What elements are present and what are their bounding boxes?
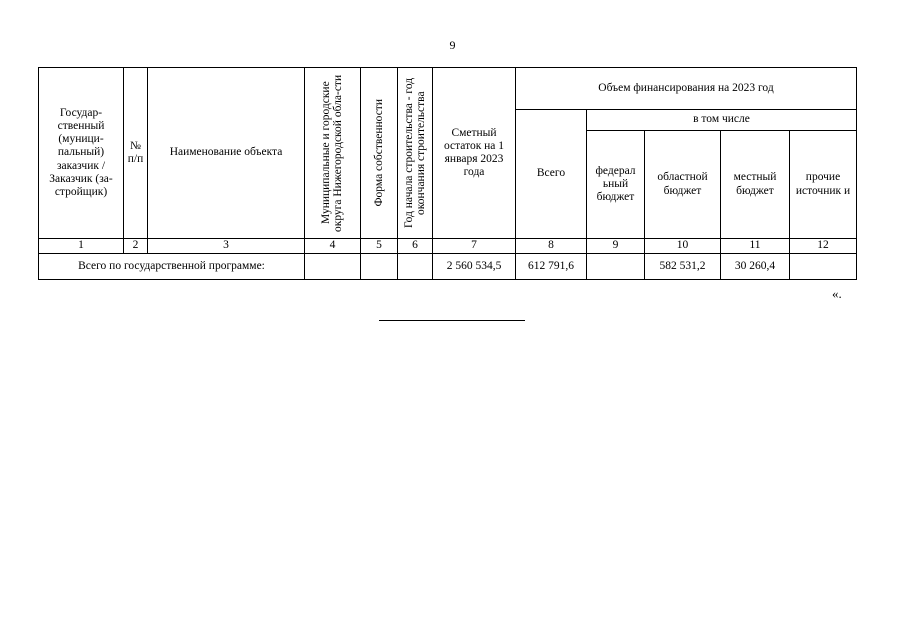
column-number: 11 xyxy=(721,239,790,254)
total-row-local: 30 260,4 xyxy=(721,254,790,280)
header-customer: Государ-ственный (муници-пальный) заказчик / Заказчик (за-стройщик) xyxy=(39,68,124,239)
financing-table xyxy=(38,67,857,280)
column-number: 9 xyxy=(587,239,645,254)
total-row-other xyxy=(790,254,857,280)
total-row-total: 612 791,6 xyxy=(516,254,587,280)
total-row-estimate-rest: 2 560 534,5 xyxy=(433,254,516,280)
header-financing-group: Объем финансирования на 2023 год xyxy=(516,68,857,110)
header-row-no: № п/п xyxy=(124,68,148,239)
header-regional: областной бюджет xyxy=(645,131,721,239)
header-years-text: Год начала строительства - год окончания строительства xyxy=(402,77,427,229)
total-row-regional: 582 531,2 xyxy=(645,254,721,280)
header-federal: федерал ьный бюджет xyxy=(587,131,645,239)
column-number: 8 xyxy=(516,239,587,254)
closing-quote: «. xyxy=(832,286,842,301)
header-municipality xyxy=(305,68,361,239)
column-number: 3 xyxy=(148,239,305,254)
column-number: 7 xyxy=(433,239,516,254)
total-row-years xyxy=(398,254,433,280)
header-total: Всего xyxy=(516,110,587,239)
page-number: 9 xyxy=(449,38,456,52)
header-object-name: Наименование объекта xyxy=(148,68,305,239)
header-local: местный бюджет xyxy=(721,131,790,239)
header-ownership-text: Форма собственности xyxy=(372,99,385,207)
total-row-label: Всего по государственной программе: xyxy=(39,254,305,280)
column-number: 10 xyxy=(645,239,721,254)
header-ownership xyxy=(361,68,398,239)
column-number: 2 xyxy=(124,239,148,254)
header-estimate-rest: Сметный остаток на 1 января 2023 года xyxy=(433,68,516,239)
header-other: прочие источник и xyxy=(790,131,857,239)
header-municipality-text: Муниципальные и городские округа Нижегородской обла-сти xyxy=(320,74,345,232)
column-number: 4 xyxy=(305,239,361,254)
column-number: 12 xyxy=(790,239,857,254)
header-including: в том числе xyxy=(587,110,857,131)
total-row xyxy=(39,254,857,280)
column-number: 6 xyxy=(398,239,433,254)
column-number: 5 xyxy=(361,239,398,254)
total-row-federal xyxy=(587,254,645,280)
column-number: 1 xyxy=(39,239,124,254)
header-years xyxy=(398,68,433,239)
total-row-municipality xyxy=(305,254,361,280)
separator-line xyxy=(379,320,525,321)
column-number-row xyxy=(39,239,857,254)
total-row-ownership xyxy=(361,254,398,280)
